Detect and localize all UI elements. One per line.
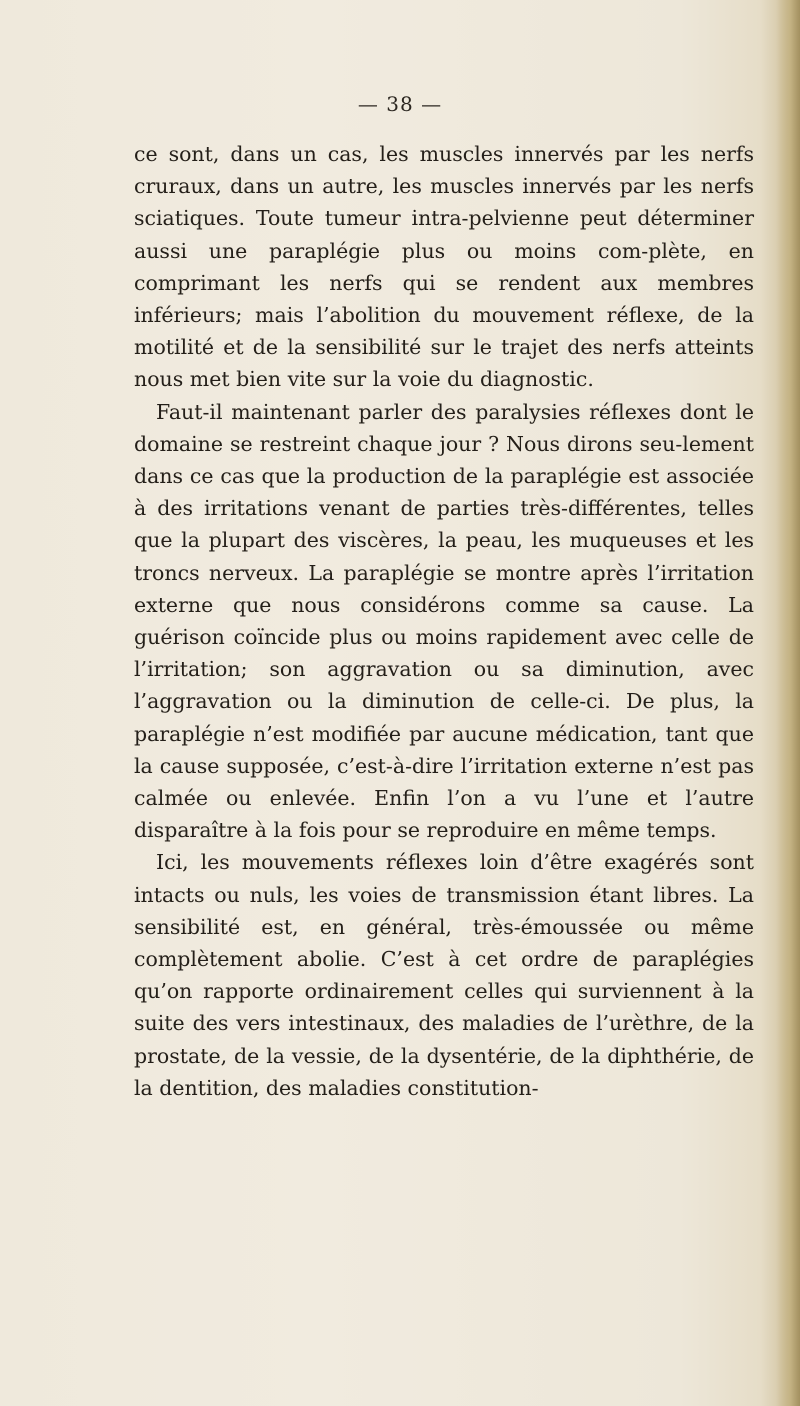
paragraph: ce sont, dans un cas, les muscles innervés par les nerfs cruraux, dans un autre, les muscles innervés par les nerfs sciatiques. Toute tumeur intra-pelvienne peut déterminer aussi une paraplégie plus ou moins com-plète, en comprimant les nerfs qui se rendent aux membres inférieurs; mais l’abolition du mouvement réflexe, de la motilité et de la sensibilité sur le trajet des nerfs atteints nous met bien vite sur la voie du diagnostic. (134, 142, 754, 392)
paragraph: Faut-il maintenant parler des paralysies réflexes dont le domaine se restreint chaque jour ? Nous dirons seu-lement dans ce cas que la production de la paraplégie est associée à des irritations venant de parties très-différentes, telles que la plupart des viscères, la peau, les muqueuses et les troncs nerveux. La paraplégie se montre après l’irritation externe que nous considérons comme sa cause. La guérison coïncide plus ou moins rapidement avec celle de l’irritation; son aggravation ou sa diminution, avec l’aggravation ou la diminution de celle-ci. De plus, la paraplégie n’est modifiée par aucune médication, tant que la cause supposée, c’est-à-dire l’irritation externe n’est pas calmée ou enlevée. Enfin l’on a vu l’une et l’autre disparaître à la fois pour se reproduire en même temps. (134, 399, 754, 843)
page-number: — 38 — (357, 92, 443, 116)
body-text (134, 138, 754, 1104)
page-edge-shadow (776, 0, 800, 1406)
paragraph: Ici, les mouvements réflexes loin d’être exagérés sont intacts ou nuls, les voies de transmission étant libres. La sensibilité est, en général, très-émoussée ou même complètement abolie. C’est à cet ordre de paraplégies qu’on rapporte ordinairement celles qui surviennent à la suite des vers intestinaux, des maladies de l’urèthre, de la prostate, de la vessie, de la dysentérie, de la diphthérie, de la dentition, des maladies constitution- (134, 850, 754, 1100)
